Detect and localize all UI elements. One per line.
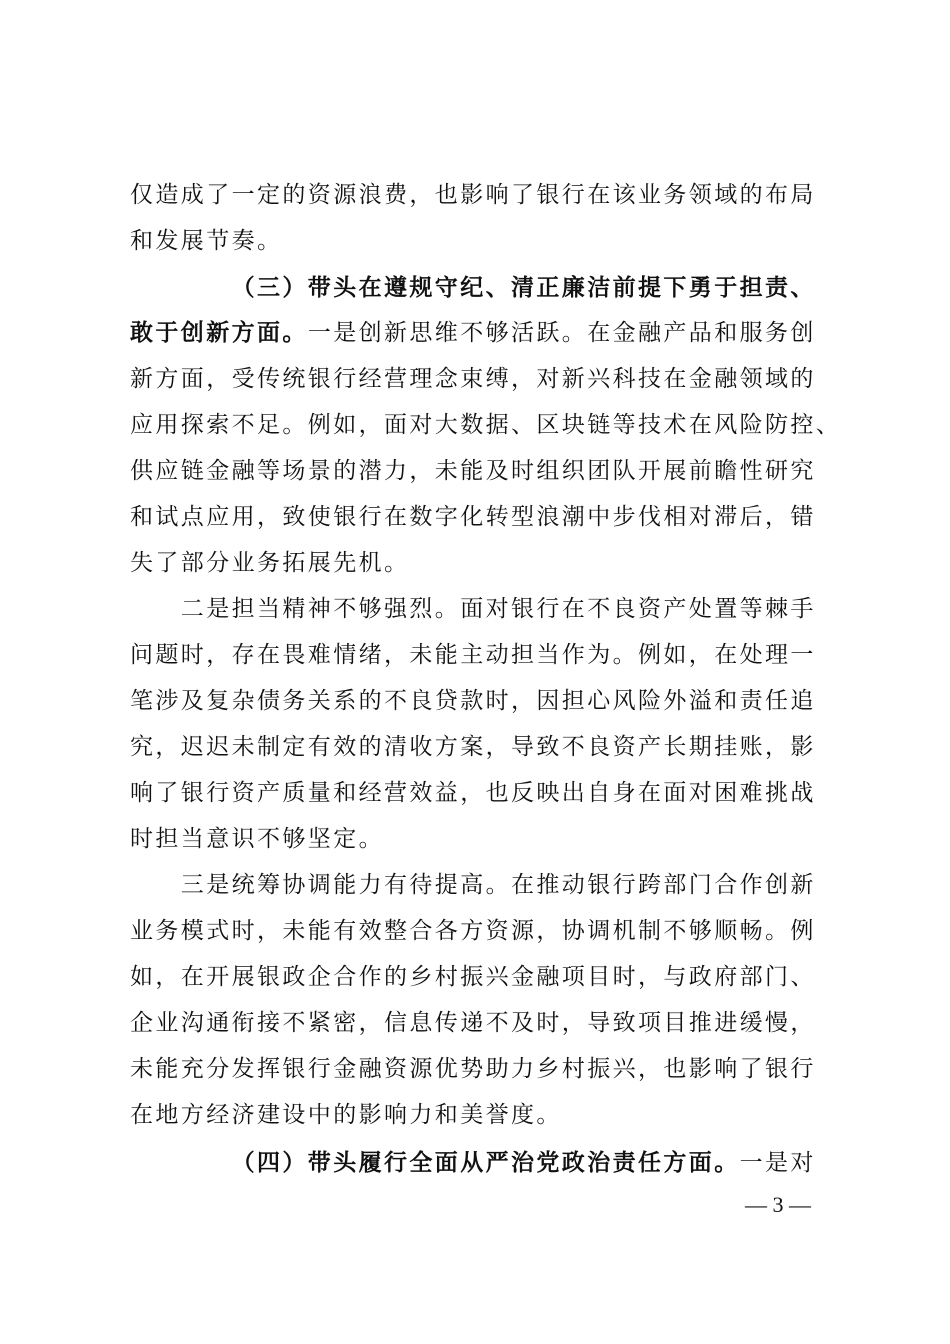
body-text: 一是对 (739, 1150, 816, 1176)
text-line (130, 226, 282, 256)
body-text: 如，在开展银政企合作的乡村振兴金融项目时，与政府部门、 (130, 964, 816, 990)
text-line (130, 1054, 816, 1084)
body-text: 二是担当精神不够强烈。面对银行在不良资产处置等棘手 (180, 596, 816, 622)
body-text: 究，迟迟未制定有效的清收方案，导致不良资产长期挂账，影 (130, 734, 816, 760)
text-line (130, 686, 816, 716)
body-text: 新方面，受传统银行经营理念束缚，对新兴科技在金融领域的 (130, 366, 816, 392)
text-line (130, 916, 816, 946)
page-number: — 3 — (745, 1192, 811, 1217)
text-line (130, 318, 816, 348)
body-text: 未能充分发挥银行金融资源优势助力乡村振兴，也影响了银行 (130, 1056, 816, 1082)
text-line (130, 1008, 816, 1038)
text-line (130, 640, 816, 670)
text-line (130, 732, 816, 762)
text-line (232, 273, 816, 303)
body-text: 在地方经济建设中的影响力和美誉度。 (130, 1102, 562, 1128)
body-text: 和发展节奏。 (130, 228, 283, 254)
text-line (130, 1100, 562, 1130)
body-text: 业务模式时，未能有效整合各方资源，协调机制不够顺畅。例 (130, 918, 816, 944)
text-line (130, 180, 816, 210)
body-text: 仅造成了一定的资源浪费，也影响了银行在该业务领域的布局 (130, 182, 816, 208)
text-line (181, 594, 816, 624)
body-text: 笔涉及复杂债务关系的不良贷款时，因担心风险外溢和责任追 (130, 688, 816, 714)
text-line (130, 548, 409, 578)
body-text: 响了银行资产质量和经营效益，也反映出自身在面对困难挑战 (130, 780, 816, 806)
text-line (130, 456, 816, 486)
text-line (130, 410, 841, 440)
body-text: 和试点应用，致使银行在数字化转型浪潮中步伐相对滞后，错 (130, 504, 816, 530)
text-line (130, 962, 816, 992)
text-line (130, 502, 816, 532)
body-text: 时担当意识不够坚定。 (130, 826, 384, 852)
body-text: 三是统筹协调能力有待提高。在推动银行跨部门合作创新 (180, 872, 816, 898)
text-line (232, 1148, 816, 1178)
body-text: 应用探索不足。例如，面对大数据、区块链等技术在风险防控、 (130, 412, 842, 438)
bold-heading: 敢于创新方面。 (130, 319, 308, 346)
body-text: 一是创新思维不够活跃。在金融产品和服务创 (307, 320, 816, 346)
text-line (130, 824, 384, 854)
body-text: 供应链金融等场景的潜力，未能及时组织团队开展前瞻性研究 (130, 458, 816, 484)
bold-heading: （三）带头在遵规守纪、清正廉洁前提下勇于担责、 (231, 274, 816, 301)
text-line (130, 778, 816, 808)
text-line (181, 870, 816, 900)
text-line (130, 364, 816, 394)
bold-heading: （四）带头履行全面从严治党政治责任方面。 (231, 1149, 740, 1176)
body-text: 问题时，存在畏难情绪，未能主动担当作为。例如，在处理一 (130, 642, 816, 668)
body-text: 企业沟通衔接不紧密，信息传递不及时，导致项目推进缓慢， (130, 1010, 816, 1036)
body-text: 失了部分业务拓展先机。 (130, 550, 410, 576)
